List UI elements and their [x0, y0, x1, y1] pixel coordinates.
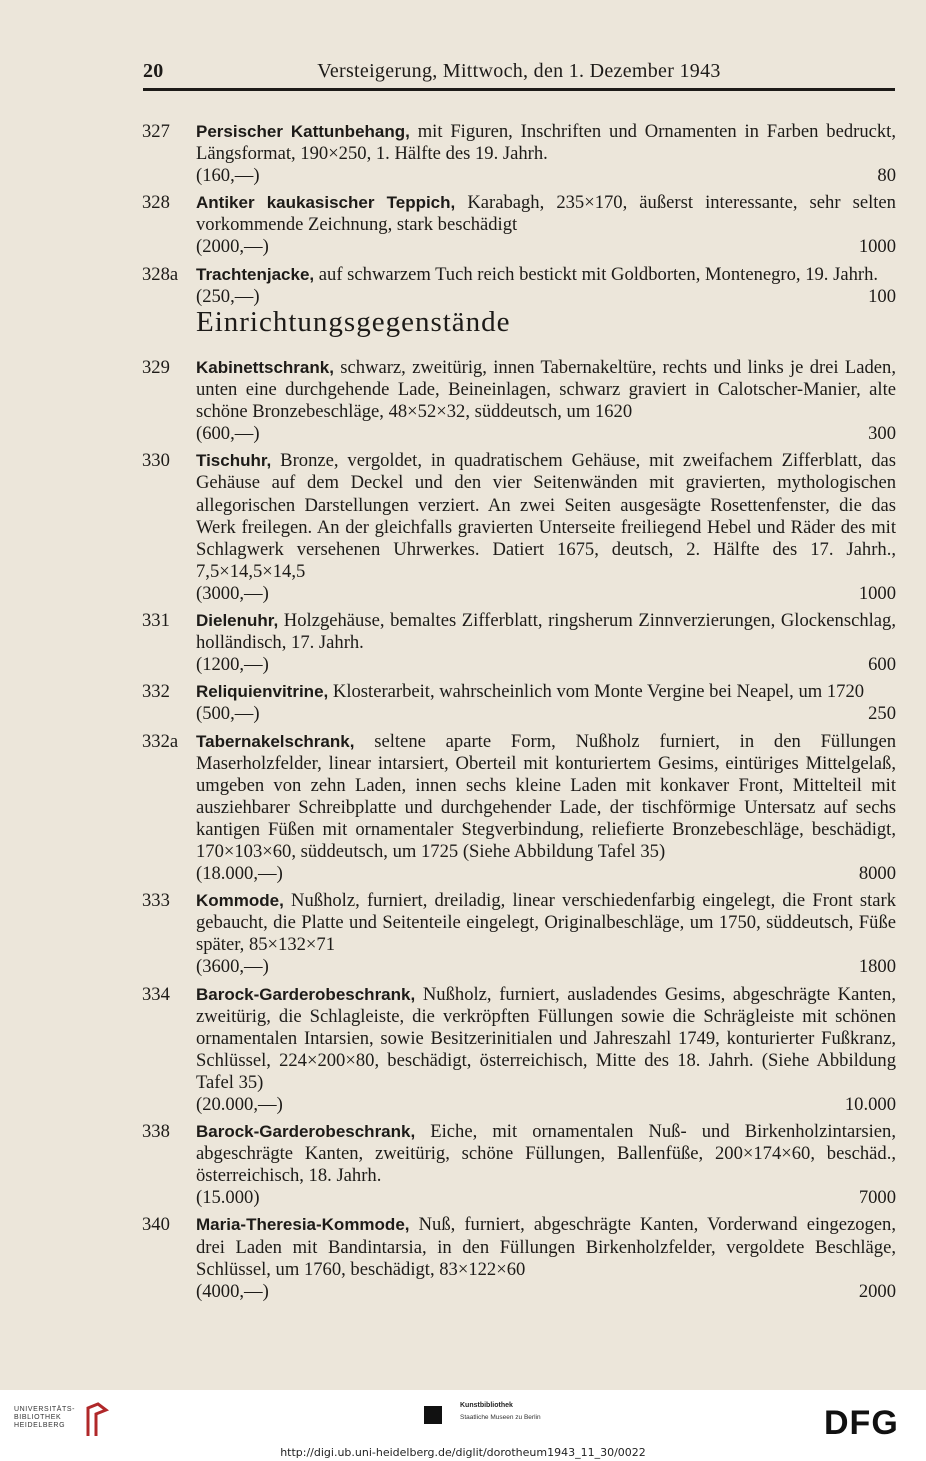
lot-description: seltene aparte Form, Nußholz furniert, in den Füllungen Maserholzfelder, linear intarsiert, Oberteil mit konturiertem Gesims, eintüriges Mittelgelaß, umgeben von zehn Laden, innen sechs kleine Laden mit konkaver Front, Mittelteil mit ausziehbarer Schreibplatte und durchgehender Lade, der tischförmige Untersatz auf sechs kantigen Füßen mit ornamentaler Stegverbindung, reliefierte Bronzebeschläge, beschädigt, 170×103×60, süddeutsch, um 1725 (Siehe Abbildung Tafel 35) [196, 730, 896, 862]
lot-entry [142, 610, 896, 676]
lot-number: 338 [142, 1121, 170, 1143]
lot-estimate-line [196, 583, 896, 605]
lot-estimate-line [196, 654, 896, 676]
lot-estimate-line [196, 703, 896, 725]
lot-description: Bronze, vergoldet, in quadratischem Gehäuse, mit zweifachem Zifferblatt, das Gehäuse auf dem Deckel und den vier Seitenwänden mit gravierten, mythologischen allegorischen Darstellungen verziert. An zwei Seiten ausgesägte Rosettenfenster, die das Werk freilegen. An der gleichfalls gravierten Unterseite freiliegend Hebel und Räder des mit Schlagwerk versehenen Uhrwerkes. Datiert 1675, deutsch, 2. Hälfte des 17. Jahrh., 7,5×14,5×14,5 [196, 450, 896, 582]
lot-title: Dielenuhr, [196, 611, 279, 631]
lot-description: auf schwarzem Tuch reich bestickt mit Goldborten, Montenegro, 19. Jahrh. [314, 263, 879, 285]
lot-estimate-line [196, 165, 896, 187]
page-title: Versteigerung, Mittwoch, den 1. Dezember 1943 [317, 60, 721, 82]
lot-title: Trachtenjacke, [196, 264, 315, 284]
lot-estimate: (1200,—) [196, 654, 269, 676]
lot-entry [142, 450, 896, 605]
lot-title: Kabinettschrank, [196, 358, 334, 377]
lot-entry [142, 681, 896, 725]
lot-entry [142, 121, 896, 187]
lot-number: 328 [142, 192, 170, 214]
lot-estimate: (2000,—) [196, 236, 269, 258]
page-header [143, 58, 895, 86]
lot-description: mit Figuren, Inschriften und Ornamenten in Farben bedruckt, Längsformat, 190×250, 1. Hälfte des 19. Jahrh. [196, 121, 896, 165]
lot-description: Nußholz, furniert, dreiladig, linear verschiedenfarbig eingelegt, die Front stark gebaucht, die Platte und Seitenteile eingelegt, Originalbeschläge, um 1750, süddeutsch, Füße später, 85×132×71 [196, 890, 896, 956]
lot-title: Tischuhr, [196, 451, 272, 471]
lot-price: 8000 [858, 863, 896, 885]
lot-price: 100 [868, 285, 896, 307]
lot-description: Klosterarbeit, wahrscheinlich vom Monte Vergine bei Neapel, um 1720 [328, 681, 865, 703]
lot-entry [142, 1214, 896, 1302]
university-line-3: HEIDELBERG [14, 1422, 66, 1429]
lot-number: 327 [142, 121, 170, 142]
lot-estimate: (3000,—) [196, 582, 269, 604]
lot-title: Barock-Garderobeschrank, [196, 984, 416, 1004]
lot-list-furnishings [142, 357, 896, 1308]
page-number: 20 [143, 60, 164, 82]
lot-number: 331 [142, 610, 170, 632]
lot-title: Antiker kaukasischer Teppich, [196, 193, 456, 213]
lot-description: Karabagh, 235×170, äußerst interessante, sehr selten vorkommende Zeichnung, stark beschädigt [196, 192, 896, 236]
lot-price: 250 [868, 703, 896, 725]
lot-number: 329 [142, 357, 170, 378]
lot-estimate-line [196, 1094, 896, 1116]
lot-entry [142, 192, 896, 258]
lot-estimate-line [196, 286, 896, 308]
lot-estimate-line [196, 1187, 896, 1209]
lot-estimate: (3600,—) [196, 956, 269, 978]
lot-title: Persischer Kattunbehang, [196, 122, 410, 141]
lot-entry [142, 890, 896, 978]
lot-number: 340 [142, 1214, 170, 1236]
lot-number: 332 [142, 681, 170, 703]
lot-price: 10.000 [844, 1094, 896, 1115]
university-library-label [14, 1406, 75, 1430]
lot-estimate: (20.000,—) [196, 1094, 283, 1115]
lot-description: schwarz, zweitürig, innen Tabernakeltüre, rechts und links je drei Laden, unten eine durchgehende Lade, Beineinlagen, schwarz graviert in Calotscher-Manier, alte schöne Bronzebeschläge, 48×52×32, süddeutsch, um 1620 [196, 357, 896, 423]
lot-price: 80 [877, 165, 896, 187]
lot-estimate-line [196, 423, 896, 445]
lot-estimate: (18.000,—) [196, 863, 283, 885]
lot-estimate: (15.000) [196, 1187, 260, 1209]
university-logo-icon [84, 1402, 110, 1438]
lot-title: Kommode, [196, 891, 284, 911]
dfg-logo: DFG [824, 1404, 899, 1442]
lot-price: 300 [868, 423, 896, 445]
lot-estimate: (600,—) [196, 423, 260, 445]
lot-description: Eiche, mit ornamentalen Nuß- und Birkenholzintarsien, abgeschrägte Kanten, zweitürig, schöne Füllungen, Ballenfüße, 200×174×60, beschäd., österreichisch, 18. Jahrh. [196, 1121, 896, 1187]
lot-price: 7000 [858, 1187, 896, 1209]
lot-price: 600 [868, 654, 896, 676]
university-line-2: BIBLIOTHEK [14, 1414, 62, 1421]
lot-estimate-line [196, 863, 896, 885]
lot-estimate: (500,—) [196, 703, 260, 725]
lot-estimate-line [196, 1281, 896, 1303]
lot-estimate: (4000,—) [196, 1280, 269, 1302]
lot-number: 328a [142, 263, 179, 285]
lot-title: Barock-Garderobeschrank, [196, 1122, 416, 1142]
digitization-footer [0, 1390, 926, 1461]
lot-description: Nuß, furniert, abgeschrägte Kanten, Vorderwand eingezogen, drei Laden mit Bandintarsia, in den Füllungen Birkenholzfelder, vergoldete Beschläge, Schlüssel, um 1760, beschädigt, 83×122×60 [196, 1214, 896, 1280]
lot-number: 330 [142, 450, 170, 472]
kunstbibliothek-logo-icon [424, 1406, 442, 1424]
lot-title: Tabernakelschrank, [196, 731, 355, 751]
lot-description: Holzgehäuse, bemaltes Zifferblatt, ringsherum Zinnverzierungen, Glockenschlag, holländisch, 17. Jahrh. [196, 610, 896, 654]
lot-price: 1000 [858, 582, 896, 604]
lot-estimate-line [196, 236, 896, 258]
lot-estimate: (250,—) [196, 285, 260, 307]
lot-number: 334 [142, 983, 170, 1005]
library-name: Kunstbibliothek [460, 1402, 513, 1409]
lot-number: 332a [142, 730, 179, 752]
lot-entry [142, 984, 896, 1117]
lot-estimate: (160,—) [196, 165, 260, 187]
lot-price: 1800 [858, 956, 896, 978]
section-title: Einrichtungsgegenstände [196, 306, 511, 338]
university-line-1: UNIVERSITÄTS- [14, 1406, 76, 1413]
source-url[interactable]: http://digi.ub.uni-heidelberg.de/diglit/dorotheum1943_11_30/0022 [280, 1446, 646, 1459]
lot-description: Nußholz, furniert, ausladendes Gesims, abgeschrägte Kanten, zweitürig, die Schlagleiste, die verkröpften Füllungen sowie die Schrägleiste mit schönen ornamentalen Intarsien, sowie Besitzerinitialen und Jahreszahl 1749, konturierter Fußkranz, Schlüssel, 224×200×80, beschädigt, österreichisch, Mitte des 18. Jahrh. (Siehe Abbildung Tafel 35) [196, 983, 896, 1093]
lot-entry [142, 1121, 896, 1209]
lot-title: Maria-Theresia-Kommode, [196, 1215, 410, 1235]
lot-number: 333 [142, 890, 170, 912]
lot-estimate-line [196, 956, 896, 978]
lot-entry [142, 264, 896, 308]
lot-price: 1000 [858, 236, 896, 258]
lot-price: 2000 [858, 1280, 896, 1302]
lot-entry [142, 731, 896, 886]
lot-entry [142, 357, 896, 445]
lot-title: Reliquienvitrine, [196, 682, 329, 702]
library-subtitle: Staatliche Museen zu Berlin [460, 1414, 541, 1421]
lot-list-textiles [142, 121, 896, 313]
header-rule [143, 88, 895, 91]
